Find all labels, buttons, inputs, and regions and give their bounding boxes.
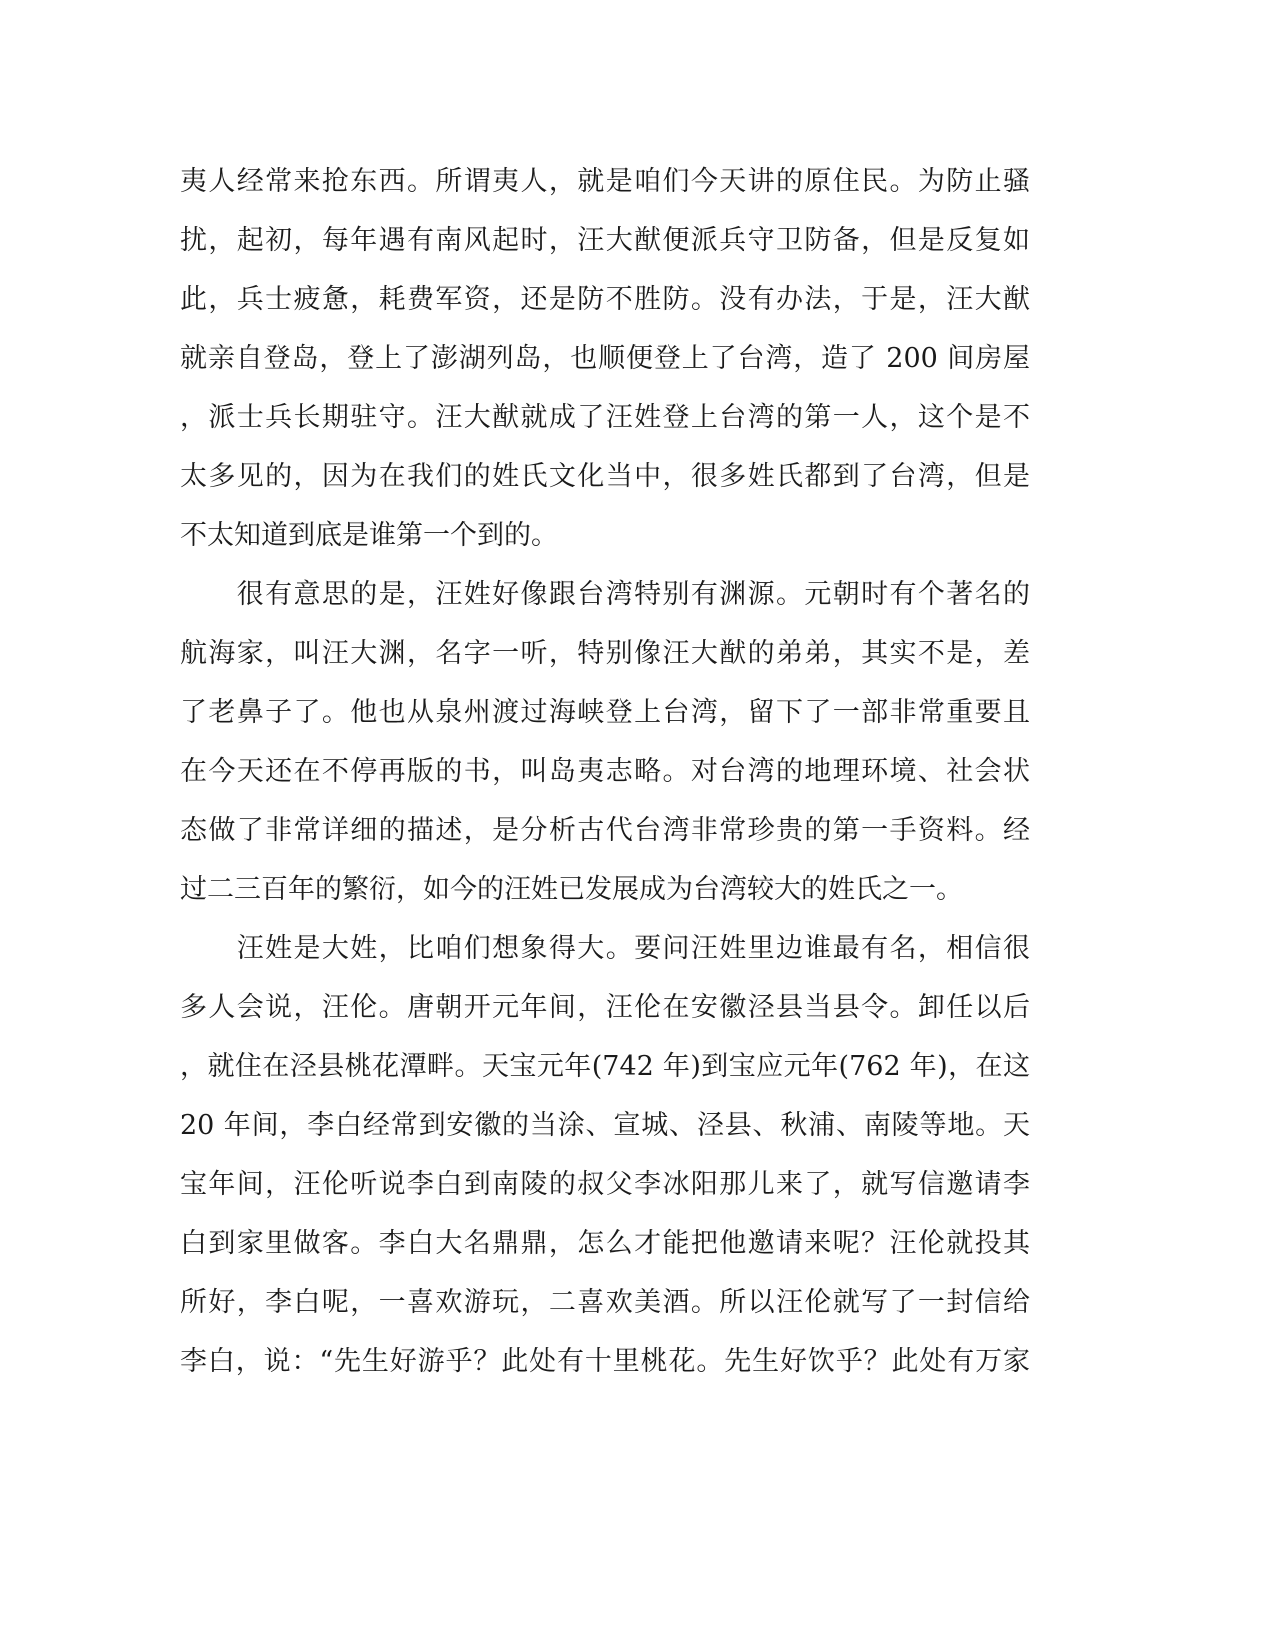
text-line: ，就住在泾县桃花潭畔。天宝元年(742 年)到宝应元年(762 年)，在这 [180,1051,1030,1082]
text-line: 不太知道到底是谁第一个到的。 [180,520,558,551]
text-line: 太多见的，因为在我们的姓氏文化当中，很多姓氏都到了台湾，但是 [180,461,1030,492]
text-line: 就亲自登岛，登上了澎湖列岛，也顺便登上了台湾，造了 200 间房屋 [180,343,1030,374]
text-line: 态做了非常详细的描述，是分析古代台湾非常珍贵的第一手资料。经 [180,815,1030,846]
text-line: 此，兵士疲惫，耗费军资，还是防不胜防。没有办法，于是，汪大猷 [180,284,1030,315]
body-text [180,152,1030,1391]
text-line: 李白，说：“先生好游乎？此处有十里桃花。先生好饮乎？此处有万家 [180,1346,1030,1377]
text-line: 扰，起初，每年遇有南风起时，汪大猷便派兵守卫防备，但是反复如 [180,225,1030,256]
text-line: 在今天还在不停再版的书，叫岛夷志略。对台湾的地理环境、社会状 [180,756,1030,787]
text-line: 多人会说，汪伦。唐朝开元年间，汪伦在安徽泾县当县令。卸任以后 [180,992,1030,1023]
text-line: 20 年间，李白经常到安徽的当涂、宣城、泾县、秋浦、南陵等地。天 [180,1110,1030,1141]
text-line: 航海家，叫汪大渊，名字一听，特别像汪大猷的弟弟，其实不是，差 [180,638,1030,669]
text-line: 宝年间，汪伦听说李白到南陵的叔父李冰阳那儿来了，就写信邀请李 [180,1169,1030,1200]
text-line: 过二三百年的繁衍，如今的汪姓已发展成为台湾较大的姓氏之一。 [180,874,963,905]
text-line: 所好，李白呢，一喜欢游玩，二喜欢美酒。所以汪伦就写了一封信给 [180,1287,1030,1318]
text-line: 了老鼻子了。他也从泉州渡过海峡登上台湾，留下了一部非常重要且 [180,697,1030,728]
text-line: 汪姓是大姓，比咱们想象得大。要问汪姓里边谁最有名，相信很 [180,933,1030,964]
text-line: 夷人经常来抢东西。所谓夷人，就是咱们今天讲的原住民。为防止骚 [180,166,1030,197]
text-line: 白到家里做客。李白大名鼎鼎，怎么才能把他邀请来呢？汪伦就投其 [180,1228,1030,1259]
text-line: 很有意思的是，汪姓好像跟台湾特别有渊源。元朝时有个著名的 [180,579,1030,610]
text-line: ，派士兵长期驻守。汪大猷就成了汪姓登上台湾的第一人，这个是不 [180,402,1030,433]
